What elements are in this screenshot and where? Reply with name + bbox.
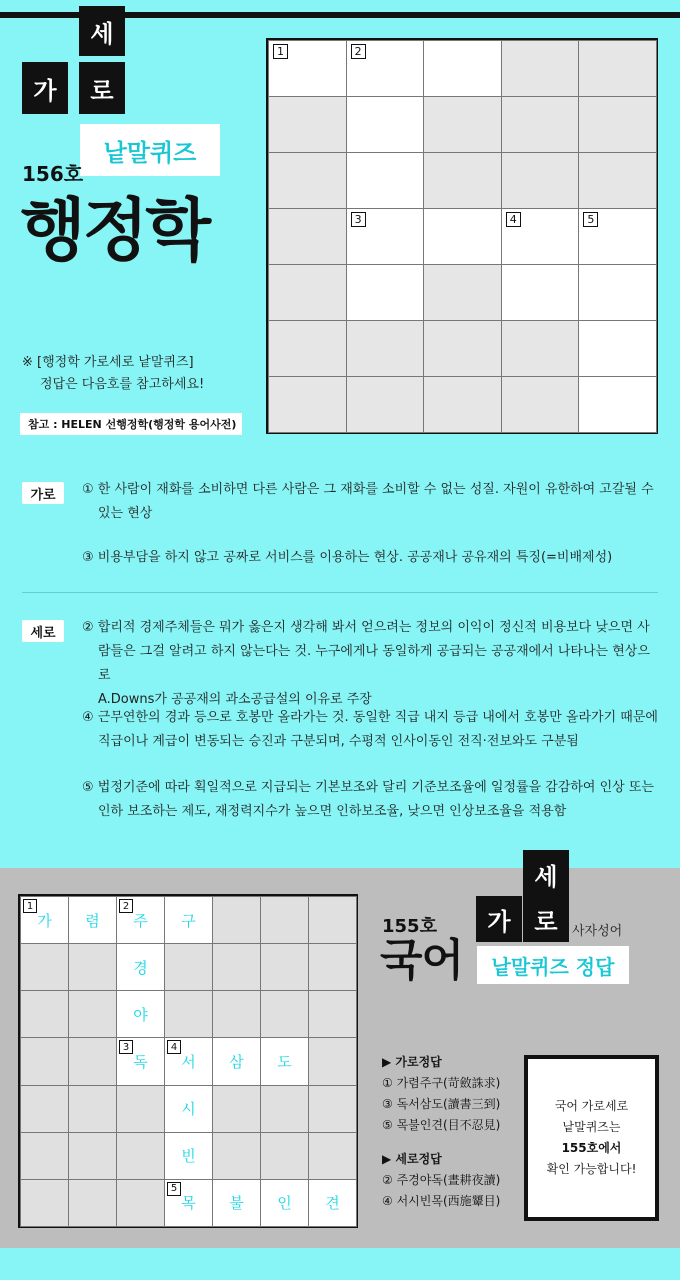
grid-cell: [268, 96, 347, 153]
grid-cell: [501, 376, 580, 433]
clue-line: 인하 보조하는 제도, 재정력지수가 높으면 인하보조율, 낮으면 인상보조율을 적용함: [98, 804, 567, 819]
grid-cell: [20, 1132, 69, 1180]
grid-cell: [308, 1037, 357, 1085]
grid-cell: [308, 1085, 357, 1133]
grid-cell: [20, 1085, 69, 1133]
grid-cell: [501, 96, 580, 153]
answer-cell: [116, 943, 165, 991]
answer-line: ③ 독서삼도(讀書三到): [382, 1097, 501, 1111]
grid-cell: [212, 943, 261, 991]
answer-cell: [212, 1179, 261, 1227]
grid-cell: [346, 320, 425, 377]
grid-cell: [501, 40, 580, 97]
answer-cell: [20, 896, 69, 944]
clue-line: ② 합리적 경제주체들은 뭐가 옳은지 생각해 봐서 얻으려는 정보의 이익이 정신적 비용보다 낮으면 사: [82, 620, 650, 635]
cell-number: 3: [119, 1040, 133, 1054]
answer-cell: [116, 1037, 165, 1085]
grid-cell: [423, 208, 502, 265]
down-clue-5: [82, 776, 660, 824]
grid-cell: [578, 40, 657, 97]
grid-cell: [578, 264, 657, 321]
prev-tile-ro: 로: [523, 896, 569, 942]
grid-cell: [260, 990, 309, 1038]
answer-cell: [68, 896, 117, 944]
across-clue-3: [82, 546, 660, 570]
prev-quiz-badge: 낱말퀴즈 정답: [477, 946, 629, 984]
clue-line: 직급이나 계급이 변동되는 승진과 구분되며, 수평적 인사이동인 전직·전보와도 구분됨: [98, 734, 579, 749]
grid-cell: [268, 264, 347, 321]
grid-cell: [346, 208, 425, 265]
grid-cell: [578, 376, 657, 433]
grid-cell: [212, 1085, 261, 1133]
answer-line: ① 가렴주구(苛斂誅求): [382, 1076, 501, 1090]
cell-number: 4: [167, 1040, 181, 1054]
clue-line: ① 한 사람이 재화를 소비하면 다른 사람은 그 재화를 소비할 수 없는 성질. 자원이 유한하여 고갈될 수: [82, 482, 654, 497]
note-line-1: ※ [행정학 가로세로 낱말퀴즈]: [22, 355, 194, 370]
grid-cell: [308, 1132, 357, 1180]
info-line-4: 확인 가능합니다!: [546, 1162, 637, 1176]
grid-cell: [20, 990, 69, 1038]
grid-cell: [212, 896, 261, 944]
answer-note: [22, 352, 204, 396]
answer-letter: 불: [229, 1194, 244, 1213]
grid-cell: [164, 990, 213, 1038]
section-divider: [22, 592, 658, 593]
grid-cell: [501, 208, 580, 265]
prev-subject-title: 국어: [380, 935, 464, 986]
answer-letter: 가: [37, 911, 52, 930]
down-clue-2: [82, 616, 660, 712]
answer-cell: [308, 1179, 357, 1227]
clue-line: 있는 현상: [98, 506, 153, 521]
grid-cell: [346, 152, 425, 209]
grid-cell: [578, 208, 657, 265]
grid-cell: [68, 990, 117, 1038]
cell-number: 3: [351, 212, 366, 227]
grid-cell: [308, 896, 357, 944]
grid-cell: [268, 152, 347, 209]
grid-cell: [68, 943, 117, 991]
grid-cell: [260, 896, 309, 944]
across-answer-header: ▶ 가로정답: [382, 1055, 442, 1069]
answer-line: ⑤ 목불인견(目不忍見): [382, 1118, 501, 1132]
answer-letter: 도: [277, 1052, 292, 1071]
answer-letter: 인: [277, 1194, 292, 1213]
grid-cell: [501, 264, 580, 321]
answer-cell: [116, 896, 165, 944]
grid-cell: [260, 943, 309, 991]
grid-cell: [501, 152, 580, 209]
answer-letter: 시: [181, 1100, 196, 1119]
info-line-1: 국어 가로세로: [554, 1099, 629, 1113]
answer-line: ② 주경야독(晝耕夜讀): [382, 1173, 501, 1187]
note-line-2: 정답은 다음호를 참고하세요!: [40, 377, 205, 392]
cell-number: 5: [583, 212, 598, 227]
grid-cell: [260, 1132, 309, 1180]
cell-number: 1: [23, 899, 37, 913]
title-tile-se: 세: [79, 6, 125, 56]
grid-cell: [260, 1085, 309, 1133]
grid-cell: [346, 264, 425, 321]
answer-letter: 독: [133, 1052, 148, 1071]
title-tile-ro: 로: [79, 62, 125, 114]
answer-letter: 경: [133, 958, 148, 977]
across-clue-1: [82, 478, 660, 526]
answer-cell: [260, 1037, 309, 1085]
grid-cell: [268, 40, 347, 97]
prev-tile-ga: 가: [476, 896, 522, 942]
grid-cell: [116, 1132, 165, 1180]
reference-label: 참고 : HELEN 선행정학(행정학 용어사전): [20, 413, 242, 435]
grid-cell: [268, 376, 347, 433]
cell-number: 4: [506, 212, 521, 227]
subject-title: 행정학: [20, 192, 209, 271]
cell-number: 5: [167, 1182, 181, 1196]
answer-line: ④ 서시빈목(西施顰目): [382, 1194, 501, 1208]
cell-number: 1: [273, 44, 288, 59]
grid-cell: [308, 943, 357, 991]
answer-letter: 목: [181, 1194, 196, 1213]
down-tag: 세로: [22, 620, 64, 642]
grid-cell: [346, 376, 425, 433]
prev-tile-se: 세: [523, 850, 569, 898]
answer-cell: [116, 990, 165, 1038]
grid-cell: [346, 40, 425, 97]
grid-cell: [308, 990, 357, 1038]
answer-cell: [164, 896, 213, 944]
answer-cell: [164, 1132, 213, 1180]
grid-cell: [423, 40, 502, 97]
grid-cell: [578, 320, 657, 377]
grid-cell: [423, 320, 502, 377]
cell-number: 2: [119, 899, 133, 913]
cell-number: 2: [351, 44, 366, 59]
prev-subtitle: 사자성어: [572, 924, 623, 939]
crossword-grid: [266, 38, 658, 434]
grid-cell: [164, 943, 213, 991]
answer-cell: [260, 1179, 309, 1227]
title-tile-ga: 가: [22, 62, 68, 114]
clue-line: 람들은 그걸 알려고 하지 않는다는 것. 누구에게나 동일하게 공급되는 공공재에서 나타나는 현상으로: [98, 644, 650, 683]
grid-cell: [116, 1085, 165, 1133]
answer-letter: 야: [133, 1005, 148, 1024]
grid-cell: [212, 990, 261, 1038]
info-line-2: 낱말퀴즈는: [562, 1120, 621, 1134]
info-box: [524, 1055, 659, 1221]
issue-number: 156호: [22, 162, 84, 186]
grid-cell: [423, 152, 502, 209]
grid-cell: [501, 320, 580, 377]
answer-letter: 삼: [229, 1052, 244, 1071]
previous-crossword-grid: [18, 894, 358, 1228]
grid-cell: [20, 943, 69, 991]
answer-cell: [164, 1179, 213, 1227]
down-clue-4: [82, 706, 660, 754]
info-line-3: 155호에서: [561, 1141, 622, 1155]
grid-cell: [68, 1037, 117, 1085]
grid-cell: [20, 1037, 69, 1085]
grid-cell: [212, 1132, 261, 1180]
grid-cell: [68, 1179, 117, 1227]
answer-cell: [164, 1085, 213, 1133]
answer-letter: 구: [181, 911, 196, 930]
answer-cell: [212, 1037, 261, 1085]
quiz-badge: 낱말퀴즈: [80, 124, 220, 176]
grid-cell: [116, 1179, 165, 1227]
answer-letter: 견: [325, 1194, 340, 1213]
grid-cell: [268, 320, 347, 377]
down-answer-header: ▶ 세로정답: [382, 1152, 442, 1166]
across-tag: 가로: [22, 482, 64, 504]
grid-cell: [423, 96, 502, 153]
grid-cell: [268, 208, 347, 265]
clue-line: ⑤ 법정기준에 따라 획일적으로 지급되는 기본보조와 달리 기준보조율에 일정률을 감감하여 인상 또는: [82, 780, 654, 795]
grid-cell: [346, 96, 425, 153]
grid-cell: [68, 1085, 117, 1133]
grid-cell: [578, 96, 657, 153]
prev-issue-number: 155호: [382, 916, 437, 937]
answer-cell: [164, 1037, 213, 1085]
grid-cell: [423, 264, 502, 321]
answer-letter: 서: [181, 1052, 196, 1071]
answer-letter: 빈: [181, 1147, 196, 1166]
grid-cell: [20, 1179, 69, 1227]
grid-cell: [423, 376, 502, 433]
answer-letter: 렴: [85, 911, 100, 930]
grid-cell: [68, 1132, 117, 1180]
clue-line: ④ 근무연한의 경과 등으로 호봉만 올라가는 것. 동일한 직급 내지 등급 내에서 호봉만 올라가기 때문에: [82, 710, 658, 725]
prev-answers: [382, 1052, 500, 1212]
grid-cell: [578, 152, 657, 209]
answer-letter: 주: [133, 911, 148, 930]
clue-line: ③ 비용부담을 하지 않고 공짜로 서비스를 이용하는 현상. 공공재나 공유재의 특징(=비배제성): [82, 550, 613, 565]
clue-line: A.Downs가 공공재의 과소공급설의 이유로 주장: [98, 692, 372, 707]
